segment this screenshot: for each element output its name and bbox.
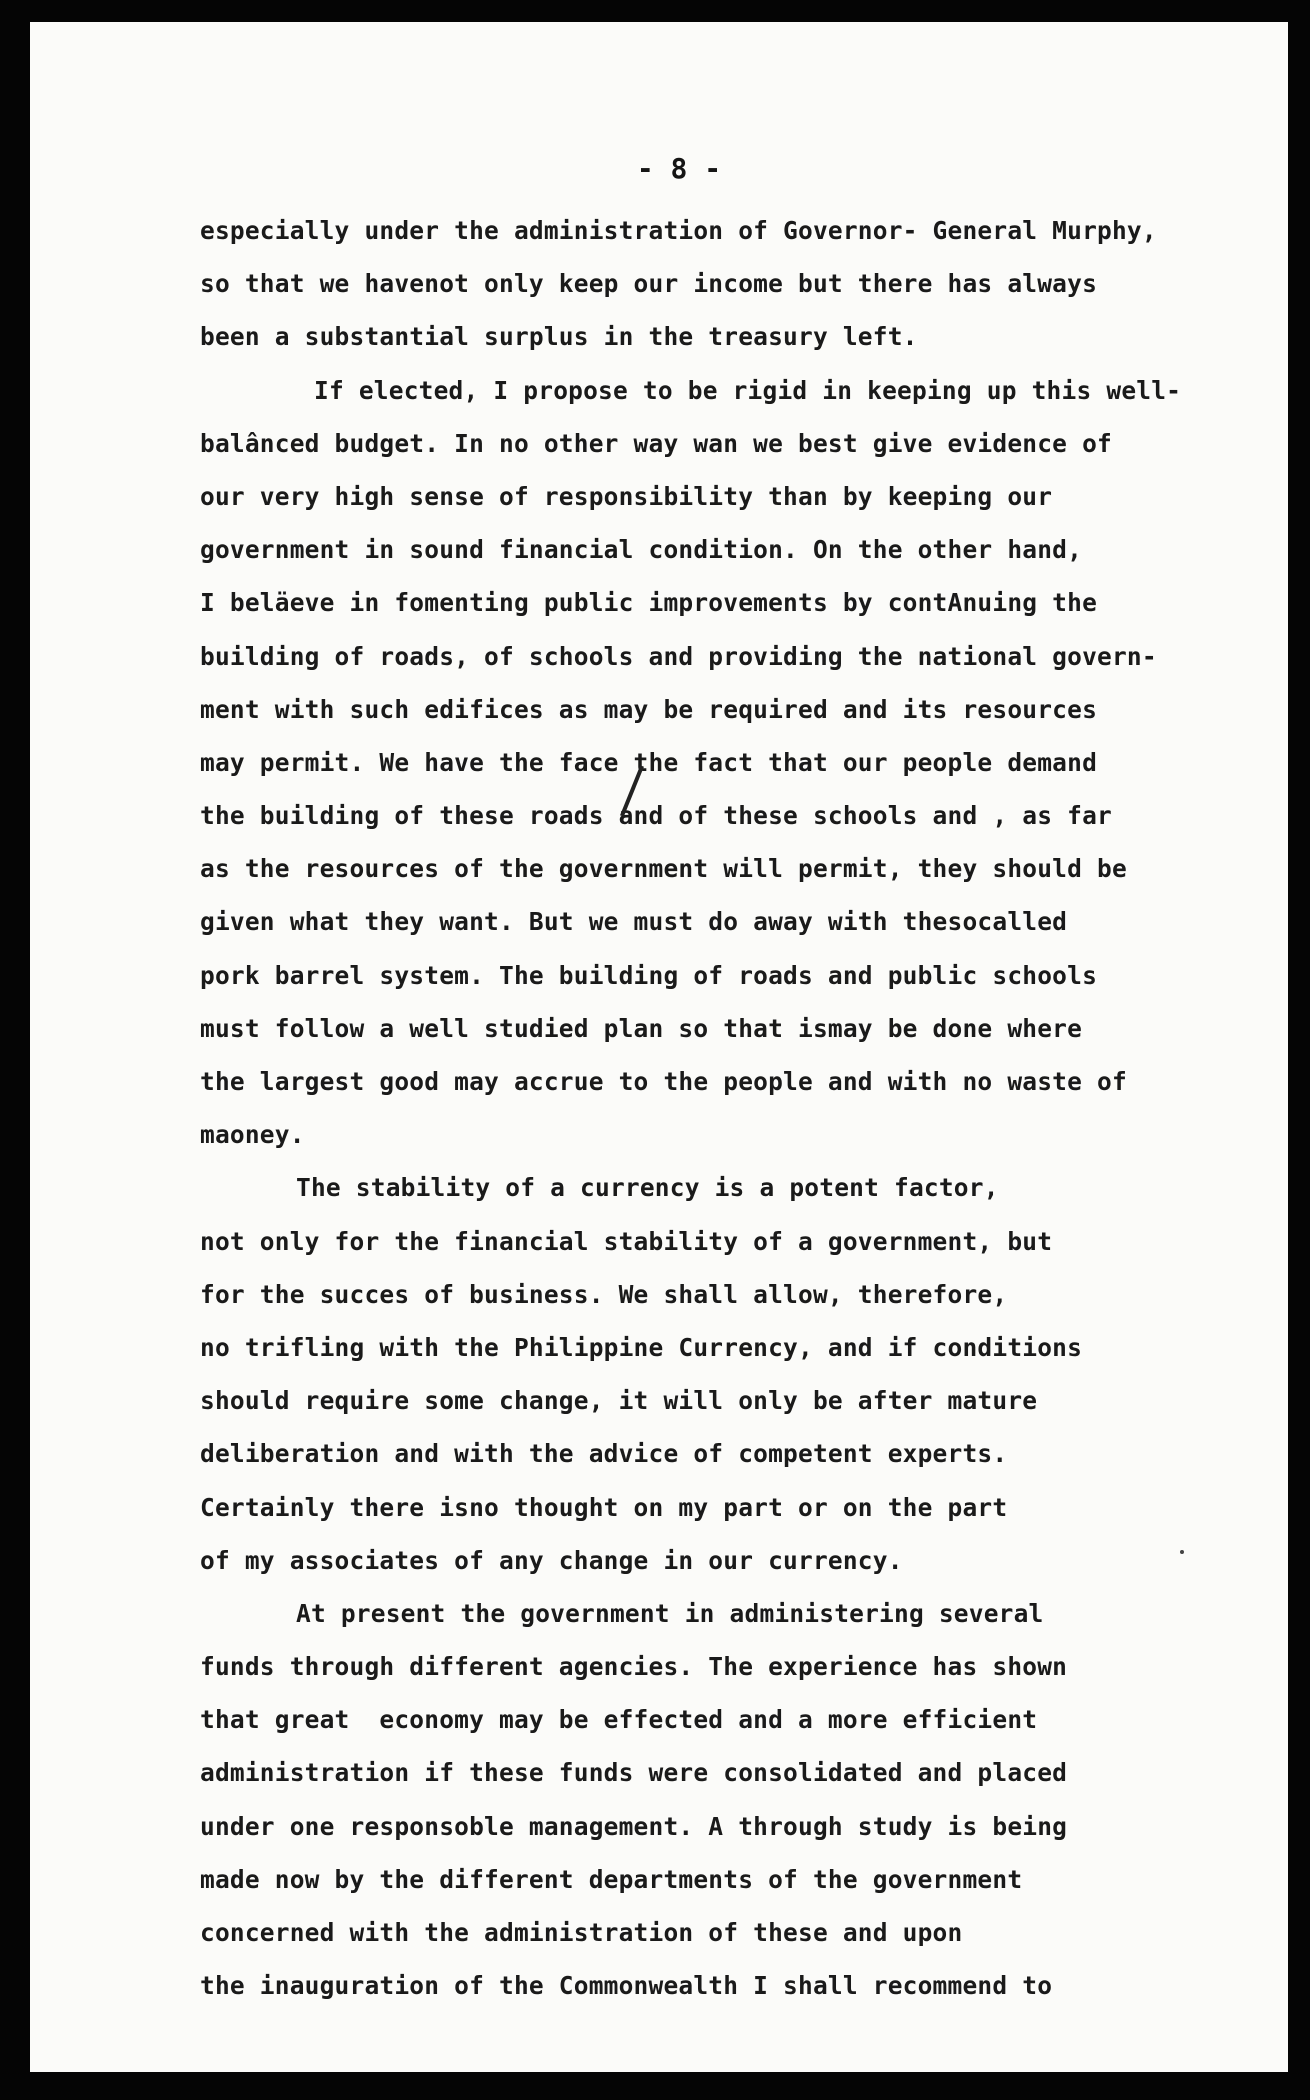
- text-line: for the succes of business. We shall allow, therefore,: [200, 1279, 1008, 1309]
- paragraph-start-line: If elected, I propose to be rigid in keeping up this well-: [314, 375, 1182, 405]
- body-text: [200, 204, 1270, 2012]
- text-line: pork barrel system. The building of roads and public schools: [200, 960, 1098, 990]
- text-line: must follow a well studied plan so that ismay be done where: [200, 1013, 1083, 1043]
- text-line: ment with such edifices as may be required and its resources: [200, 694, 1098, 724]
- text-line: deliberation and with the advice of competent experts.: [200, 1439, 1008, 1469]
- text-line: under one responsoble management. A through study is being: [200, 1811, 1068, 1841]
- text-line: may permit. We have the face the fact that our people demand: [200, 747, 1098, 777]
- text-line: maoney.: [200, 1120, 305, 1150]
- text-line: as the resources of the government will permit, they should be: [200, 854, 1127, 884]
- text-line: of my associates of any change in our currency.: [200, 1545, 903, 1575]
- text-line: concerned with the administration of these and upon: [200, 1918, 963, 1947]
- text-line: the largest good may accrue to the people and with no waste of: [200, 1067, 1127, 1096]
- text-line: so that we havenot only keep our income but there has always: [200, 269, 1098, 299]
- text-line: been a substantial surplus in the treasury left.: [200, 322, 918, 352]
- text-line: administration if these funds were consolidated and placed: [200, 1758, 1068, 1788]
- text-line: made now by the different departments of the government: [200, 1864, 1023, 1894]
- text-line: our very high sense of responsibility than by keeping our: [200, 481, 1053, 511]
- page-number: - 8 -: [636, 152, 722, 185]
- text-line: the building of these roads and of these schools and , as far: [200, 801, 1112, 831]
- text-line: that great economy may be effected and a more efficient: [200, 1705, 1038, 1735]
- text-line: I beläeve in fomenting public improvements by contAnuing the: [200, 588, 1098, 618]
- paragraph-start-line: At present the government in administering several: [296, 1598, 1044, 1628]
- text-line: should require some change, it will only be after mature: [200, 1386, 1038, 1416]
- text-line: not only for the financial stability of a government, but: [200, 1226, 1053, 1256]
- text-line: balânced budget. In no other way wan we best give evidence of: [200, 428, 1112, 458]
- document-page: [30, 22, 1288, 2072]
- text-line: given what they want. But we must do away with thesocalled: [200, 907, 1068, 937]
- text-line: government in sound financial condition. On the other hand,: [200, 535, 1083, 565]
- paragraph-start-line: The stability of a currency is a potent factor,: [296, 1173, 999, 1203]
- text-line: especially under the administration of Governor- General Murphy,: [200, 216, 1157, 245]
- text-line: Certainly there isno thought on my part or on the part: [200, 1492, 1008, 1522]
- text-line: the inauguration of the Commonwealth I shall recommend to: [200, 1971, 1053, 2001]
- text-line: funds through different agencies. The experience has shown: [200, 1652, 1068, 1682]
- text-line: building of roads, of schools and providing the national govern-: [200, 641, 1157, 671]
- scan-speck: [1180, 1550, 1184, 1554]
- text-line: no trifling with the Philippine Currency, and if conditions: [200, 1332, 1083, 1362]
